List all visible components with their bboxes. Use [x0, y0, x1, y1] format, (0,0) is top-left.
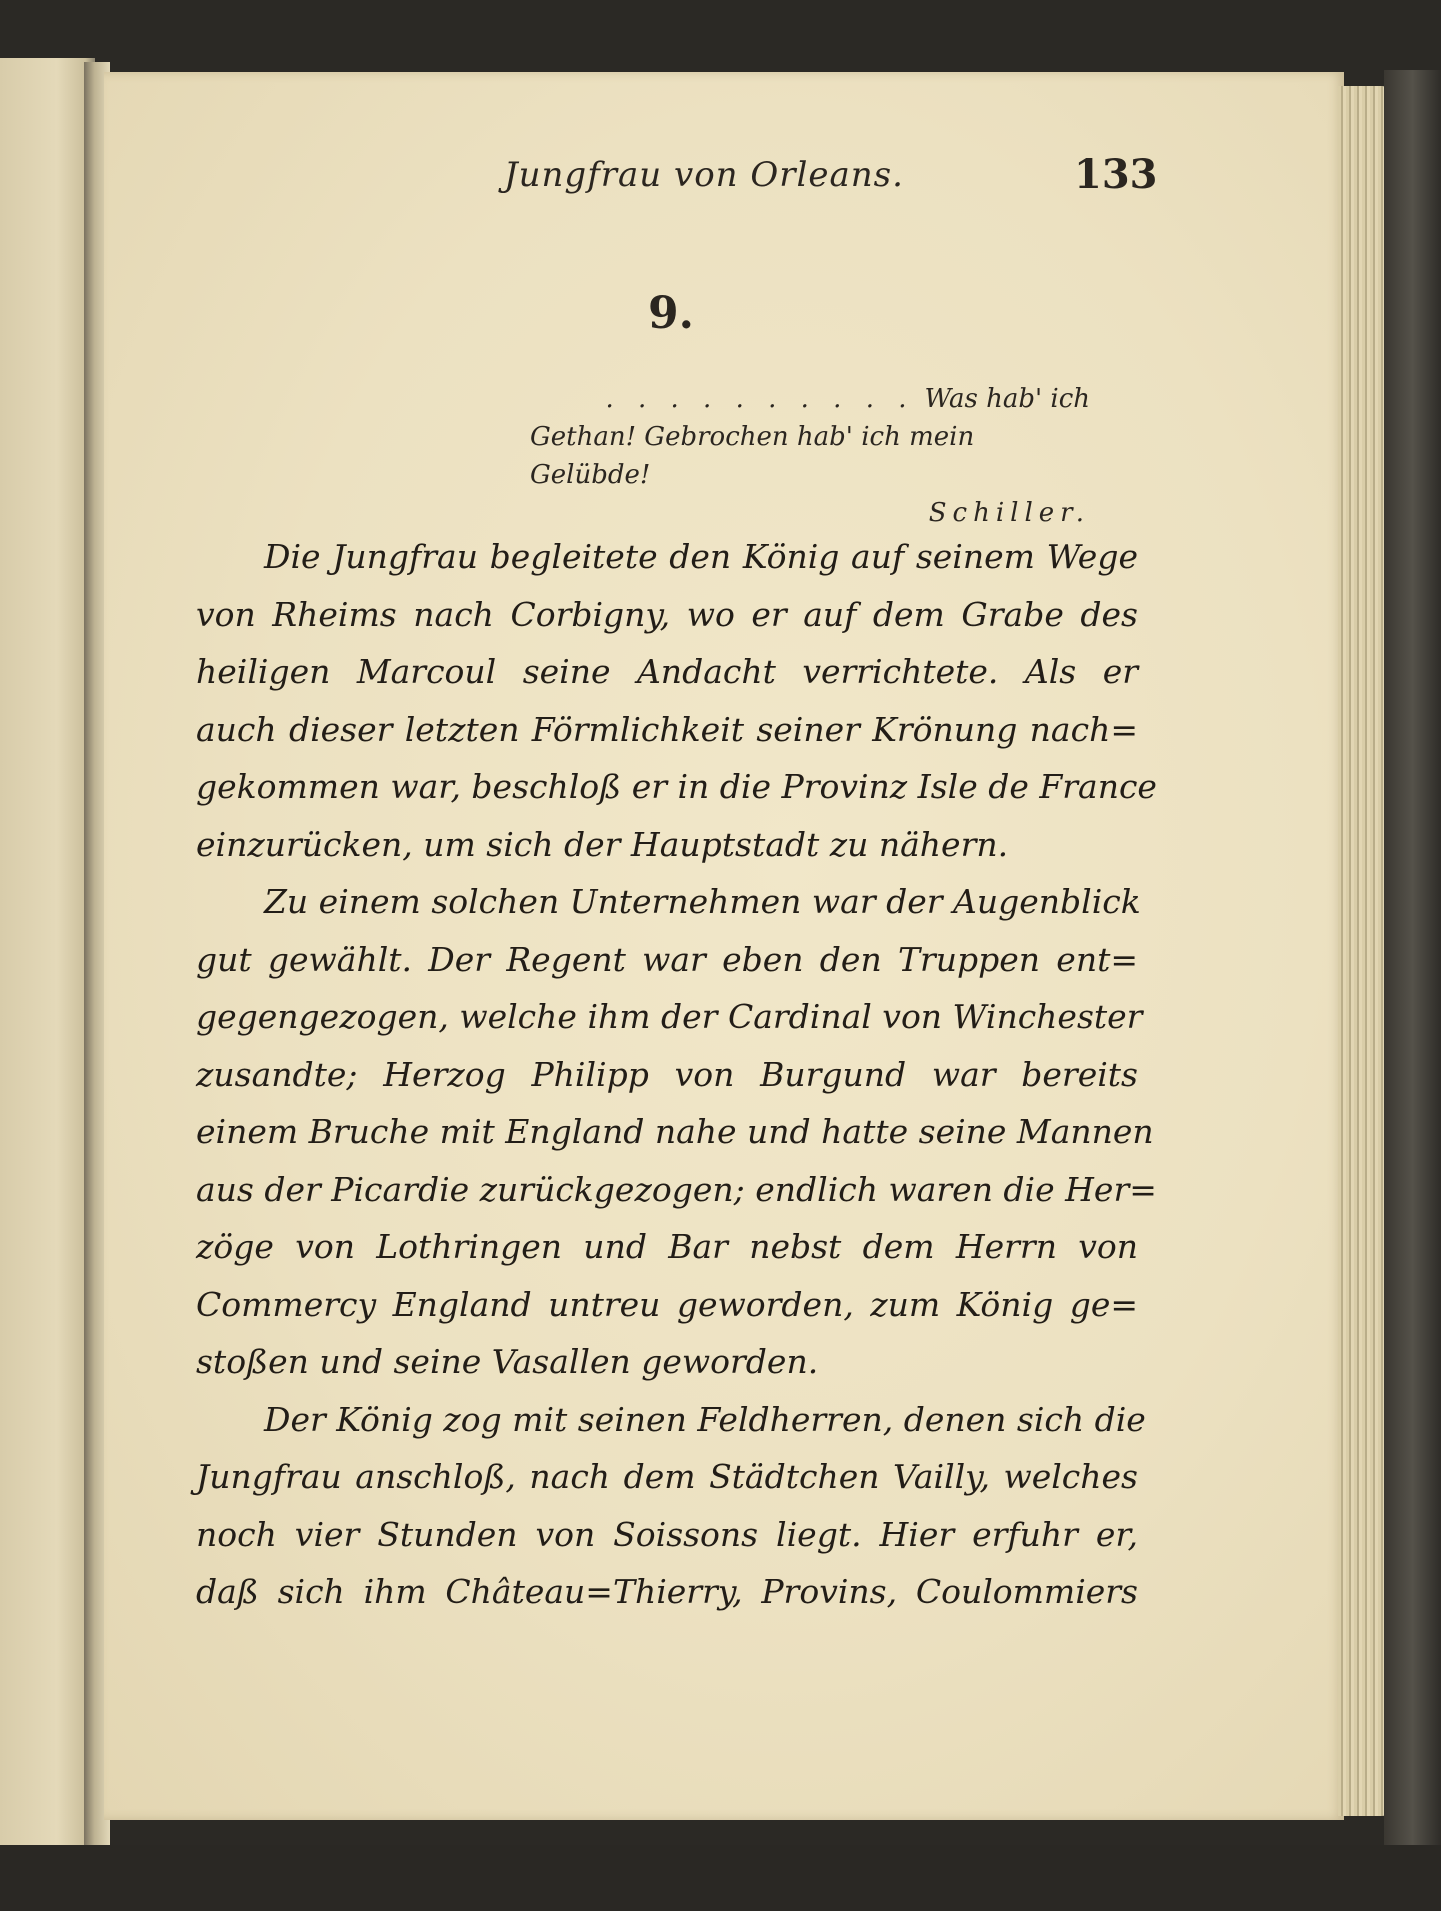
paragraph-2: [196, 873, 1157, 1391]
text-line: gut gewählt. Der Regent war eben den Truppen ent=: [196, 939, 1138, 979]
epigraph-line-1: [530, 380, 1090, 418]
paragraph-3: [196, 1391, 1146, 1621]
page-edges: [1338, 86, 1388, 1816]
running-head: [104, 151, 1344, 215]
text-line: zusandte; Herzog Philipp von Burgund war bereits: [196, 1054, 1138, 1094]
text-line: aus der Picardie zurückgezogen; endlich waren die Her=: [196, 1169, 1157, 1209]
left-page-edge: [0, 58, 95, 1848]
text-line: Der König zog mit seinen Feldherren, denen sich die: [264, 1399, 1146, 1439]
text-line: Jungfrau anschloß, nach dem Städtchen Vailly, welches: [196, 1457, 1138, 1496]
text-line: gekommen war, beschloß er in die Provinz Isle de France: [196, 767, 1157, 806]
epigraph-line-2: Gethan! Gebrochen hab' ich mein Gelübde!: [530, 422, 975, 490]
text-line: gegengezogen, welche ihm der Cardinal von Winchester: [196, 997, 1143, 1036]
text-line: heiligen Marcoul seine Andacht verrichtete. Als er: [196, 652, 1138, 691]
epigraph-ellipsis: . . . . . . . . . .: [605, 384, 915, 414]
epigraph-author: Schiller.: [928, 498, 1090, 528]
text-line: stoßen und seine Vasallen geworden.: [196, 1342, 819, 1381]
text-line: zöge von Lothringen und Bar nebst dem Herrn von: [196, 1227, 1138, 1266]
background-shadow: [0, 1845, 1441, 1911]
text-line: Zu einem solchen Unternehmen war der Augenblick: [264, 882, 1141, 921]
book-cover-edge: [1384, 70, 1441, 1870]
epigraph: [530, 380, 1090, 532]
body-text: [196, 528, 1157, 1621]
chapter-number: 9.: [648, 288, 694, 339]
epigraph-text-1: Was hab' ich: [924, 384, 1090, 414]
text-line: einem Bruche mit England nahe und hatte seine Mannen: [196, 1112, 1154, 1151]
paragraph-1: [196, 528, 1157, 873]
page-number: 133: [1074, 151, 1158, 198]
text-line: Die Jungfrau begleitete den König auf seinem Wege: [264, 537, 1138, 576]
text-line: daß sich ihm Château=Thierry, Provins, Coulommiers: [196, 1572, 1138, 1611]
text-line: noch vier Stunden von Soissons liegt. Hier erfuhr er,: [196, 1514, 1138, 1554]
text-line: einzurücken, um sich der Hauptstadt zu nähern.: [196, 824, 1009, 864]
running-head-title: Jungfrau von Orleans.: [504, 155, 904, 195]
text-line: auch dieser letzten Förmlichkeit seiner Krönung nach=: [196, 709, 1138, 749]
text-line: von Rheims nach Corbigny, wo er auf dem Grabe des: [196, 594, 1138, 634]
text-line: Commercy England untreu geworden, zum König ge=: [196, 1284, 1138, 1324]
